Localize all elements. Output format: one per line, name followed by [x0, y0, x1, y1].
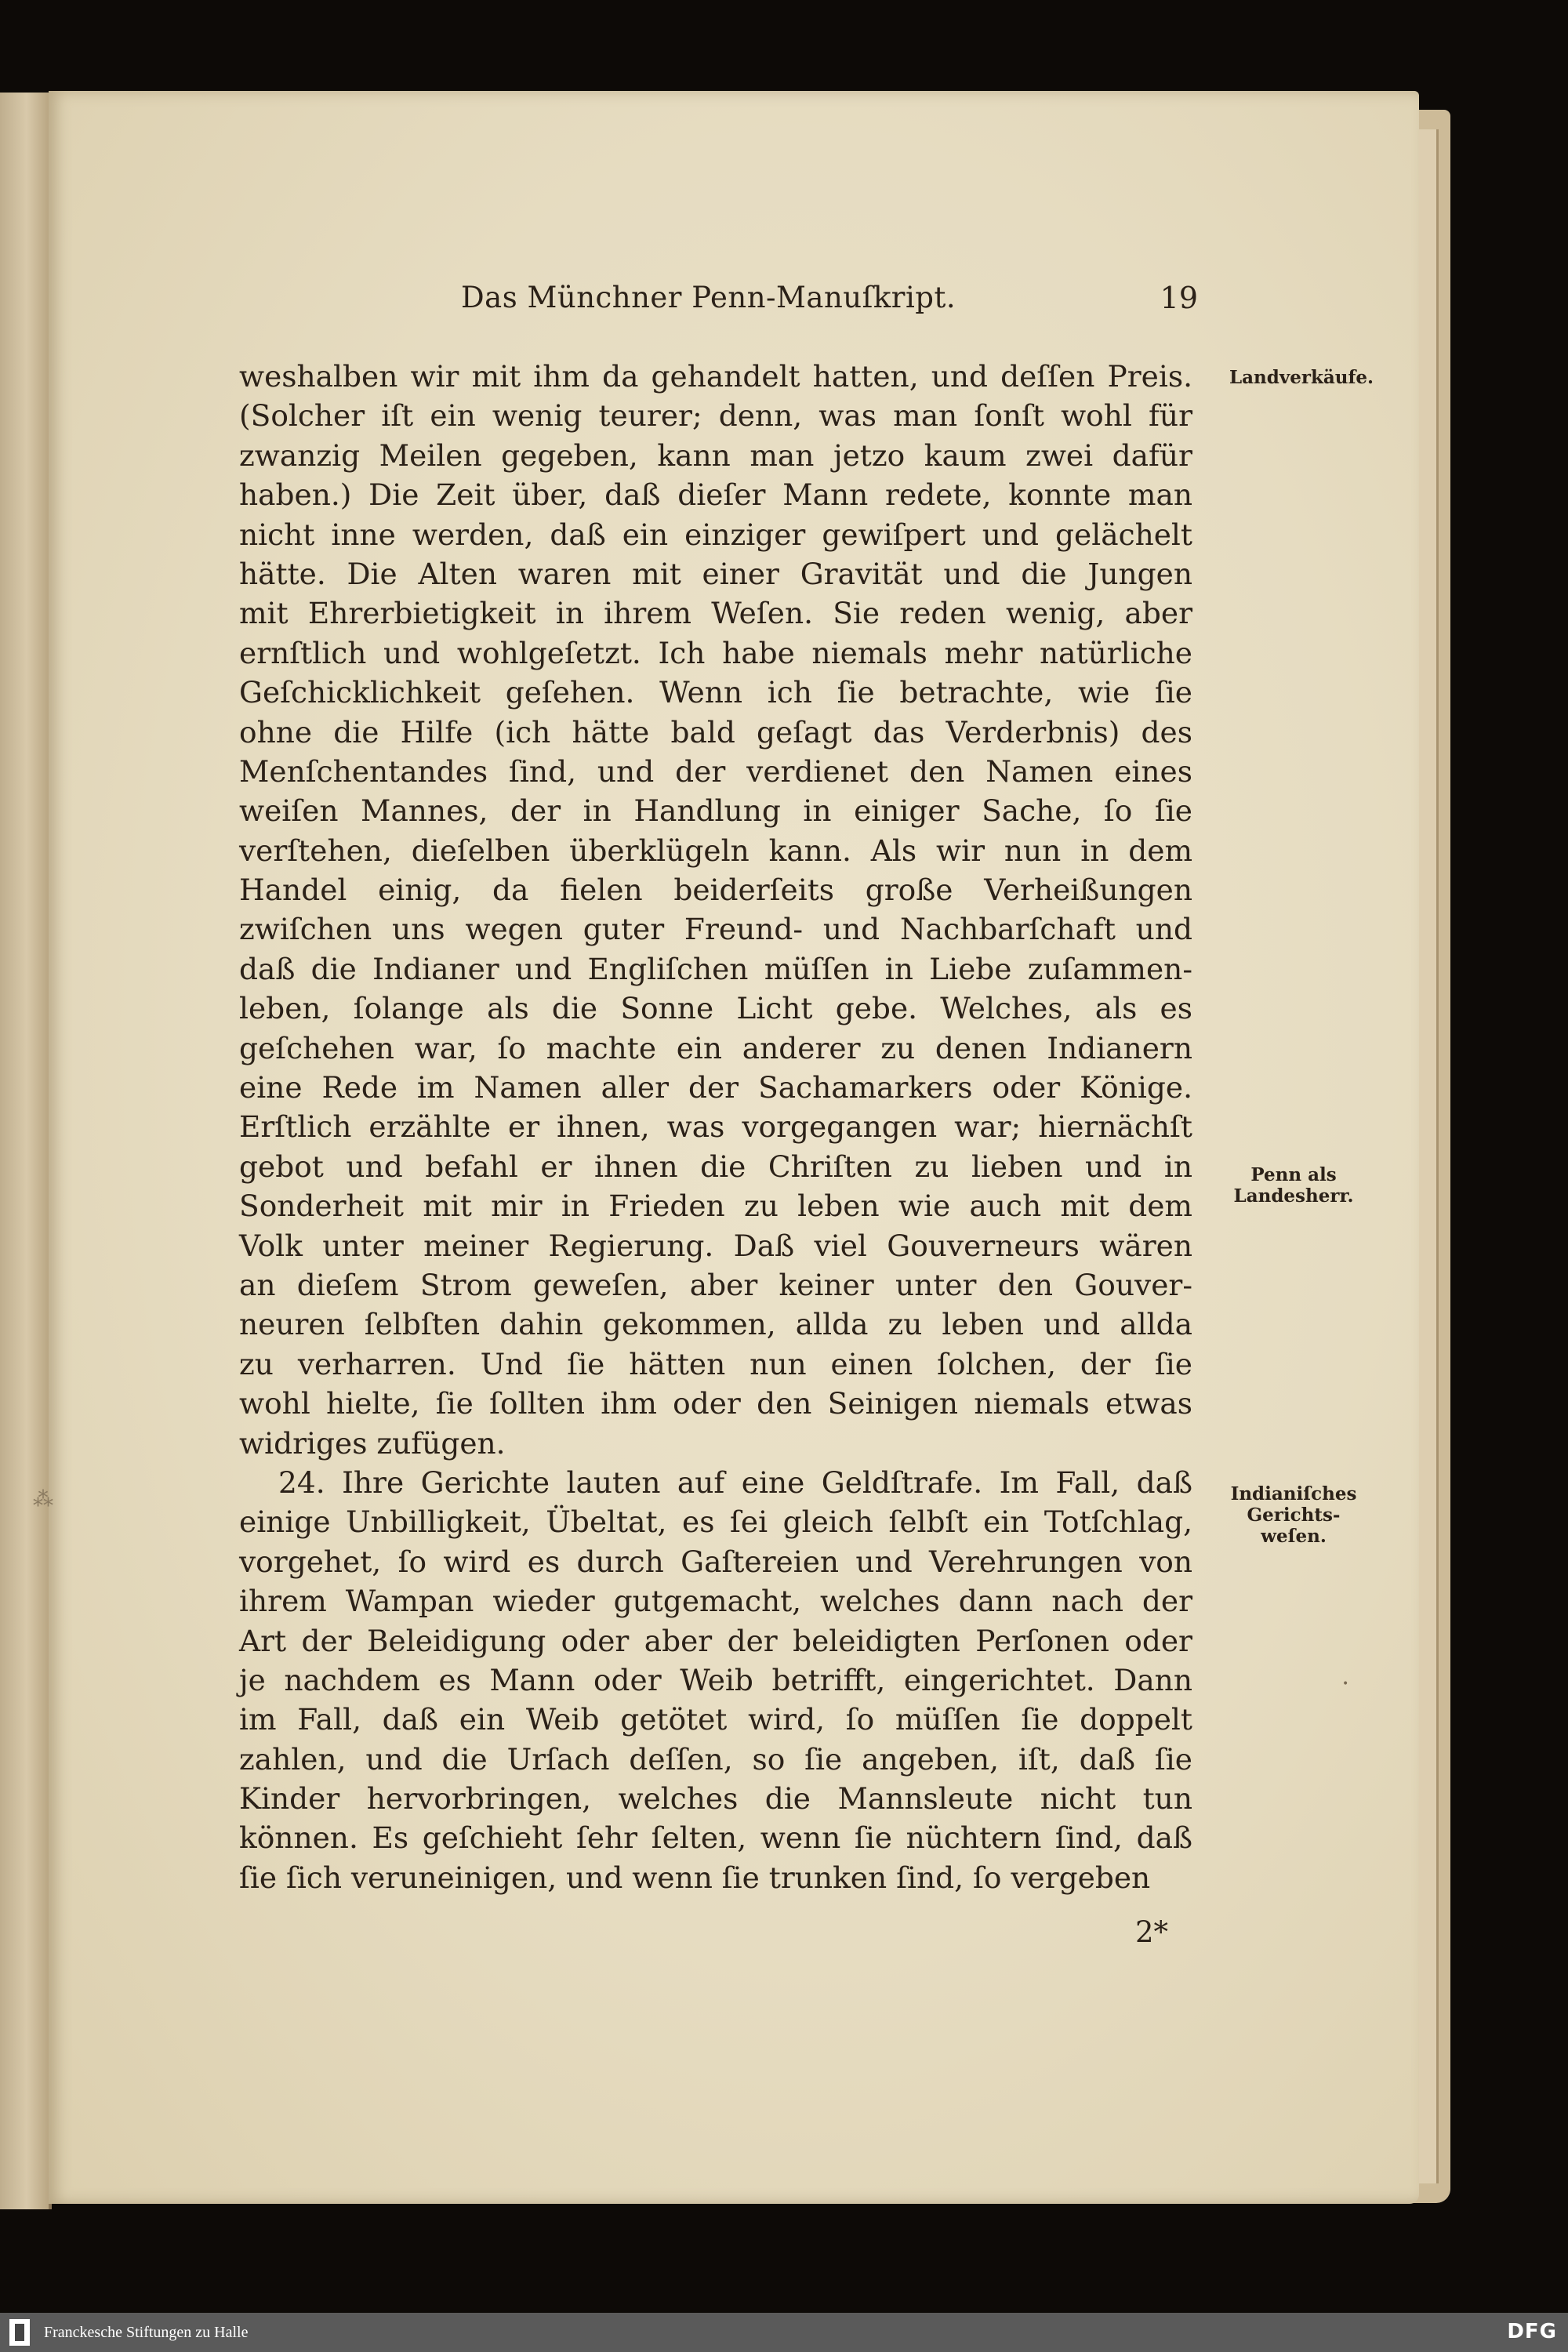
text-line: zwiſchen uns wegen guter Freund- und Nachbarſchaft und	[239, 912, 1192, 947]
text-line: einige Unbilligkeit, Übeltat, es ſei gleich ſelbſt ein Totſchlag,	[239, 1504, 1192, 1540]
text-line: hätte. Die Alten waren mit einer Gravität und die Jungen	[239, 556, 1192, 591]
text-line: leben, ſolange als die Sonne Licht gebe. Welches, als es	[239, 991, 1192, 1026]
text-line: gebot und befahl er ihnen die Chriſten zu lieben und in	[239, 1149, 1192, 1184]
text-line: Kinder hervorbringen, welches die Mannsleute nicht tun	[239, 1781, 1192, 1817]
text-line: Menſchentandes ſind, und der verdienet den Namen eines	[239, 753, 1192, 789]
text-line: eine Rede im Namen aller der Sachamarkers oder Könige.	[239, 1070, 1192, 1105]
text-line: zwanzig Meilen gegeben, kann man jetzo kaum zwei dafür	[239, 437, 1192, 473]
text-line: verſtehen, dieſelben überklügeln kann. Als wir nun in dem	[239, 833, 1192, 868]
sidenote-line: Penn als	[1250, 1164, 1337, 1185]
text-line: ohne die Hilfe (ich hätte bald geſagt das Verderbnis) des	[239, 714, 1192, 750]
facing-page-edge	[0, 93, 52, 2209]
text-line: weshalben wir mit ihm da gehandelt hatten, und deſſen Preis.	[239, 359, 1192, 394]
signature-mark: 2*	[1134, 1915, 1168, 1949]
text-line: wohl hielte, ſie ſollten ihm oder den Seinigen niemals etwas	[239, 1386, 1192, 1421]
footer-credit: Franckesche Stiftungen zu Halle	[44, 2324, 249, 2341]
sidenote-penn-als-landesherr	[1211, 1164, 1376, 1207]
page-number: 19	[1160, 281, 1198, 315]
sidenote-gerichtswesen	[1211, 1483, 1376, 1547]
text-line: neuren ſelbſten dahin gekommen, allda zu leben und allda	[239, 1307, 1192, 1342]
text-line: zu verharren. Und ſie hätten nun einen ſolchen, der ſie	[239, 1346, 1192, 1381]
text-line: haben.) Die Zeit über, daß dieſer Mann redete, konnte man	[239, 477, 1192, 513]
body-text	[239, 357, 1192, 1897]
text-line: ihrem Wampan wieder gutgemacht, welches dann nach der	[239, 1584, 1192, 1619]
sidenote-line: Landesherr.	[1233, 1185, 1354, 1207]
text-line: nicht inne werden, daß ein einziger gewiſpert und gelächelt	[239, 517, 1192, 552]
text-line: Volk unter meiner Regierung. Daß viel Gouverneurs wären	[239, 1228, 1192, 1263]
sidenote-line: weſen.	[1261, 1526, 1327, 1547]
paper-blemish: ⁂	[33, 1488, 53, 1512]
text-line: Erſtlich erzählte er ihnen, was vorgegangen war; hiernächſt	[239, 1109, 1192, 1145]
text-line: können. Es geſchieht ſehr ſelten, wenn ſie nüchtern ſind, daß	[239, 1820, 1192, 1856]
sidenote-line: Landverkäufe.	[1229, 367, 1374, 388]
text-line: vorgehet, ſo wird es durch Gaſtereien und Verehrungen von	[239, 1544, 1192, 1579]
text-line: weiſen Mannes, der in Handlung in einiger Sache, ſo ſie	[239, 793, 1192, 829]
text-line: geſchehen war, ſo machte ein anderer zu denen Indianern	[239, 1030, 1192, 1065]
text-line: ernſtlich und wohlgeſetzt. Ich habe niemals mehr natürliche	[239, 635, 1192, 670]
foundation-logo-icon	[9, 2319, 30, 2346]
text-line: mit Ehrerbietigkeit in ihrem Weſen. Sie reden wenig, aber	[239, 596, 1192, 631]
sidenote-landverkaeufe	[1211, 367, 1392, 388]
text-line: (Solcher iſt ein wenig teurer; denn, was man ſonſt wohl für	[239, 398, 1192, 434]
text-line: Sonderheit mit mir in Frieden zu leben wie auch mit dem	[239, 1189, 1192, 1224]
text-line: widriges zufügen.	[239, 1425, 506, 1461]
text-line: Handel einig, da fielen beiderſeits große Verheißungen	[239, 873, 1192, 908]
text-line: 24. Ihre Gerichte lauten auf eine Geldſtrafe. Im Fall, daß	[278, 1465, 1192, 1500]
text-line: im Fall, daß ein Weib getötet wird, ſo müſſen ſie doppelt	[239, 1702, 1192, 1737]
text-line: Art der Beleidigung oder aber der beleidigten Perſonen oder	[239, 1623, 1192, 1658]
text-line: je nachdem es Mann oder Weib betrifft, eingerichtet. Dann	[239, 1662, 1192, 1697]
text-line: zahlen, und die Urſach deſſen, so ſie angeben, iſt, daß ſie	[239, 1741, 1192, 1777]
text-line: ſie ſich veruneinigen, und wenn ſie trunken ſind, ſo vergeben	[239, 1860, 1151, 1895]
text-line: daß die Indianer und Engliſchen müſſen in Liebe zuſammen-	[239, 951, 1192, 986]
paper-speck: •	[1342, 1678, 1349, 1690]
text-line: Geſchicklichkeit geſehen. Wenn ich ſie betrachte, wie ſie	[239, 675, 1192, 710]
sidenote-line: Gerichts-	[1247, 1504, 1341, 1526]
running-head: Das Münchner Penn-Manuſkript.	[461, 281, 956, 314]
sidenote-line: Indianiſches	[1230, 1483, 1357, 1504]
text-line: an dieſem Strom geweſen, aber keiner unter den Gouver-	[239, 1267, 1192, 1302]
dfg-logo: DFG	[1507, 2320, 1557, 2343]
viewer-footer	[0, 2313, 1568, 2352]
